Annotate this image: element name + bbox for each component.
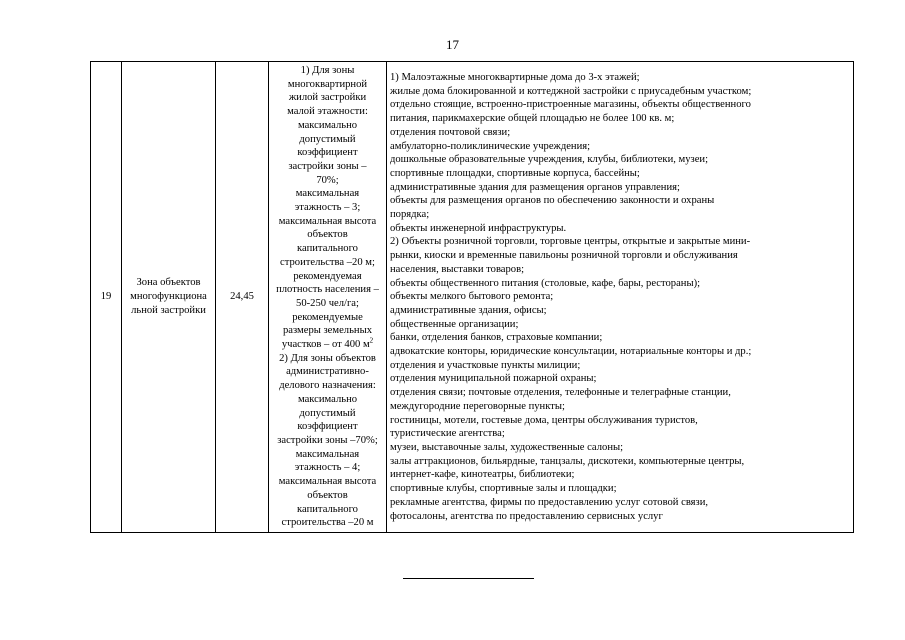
use-line: жилые дома блокированной и коттеджной застройки с приусадебным участком;: [390, 85, 752, 97]
use-line: населения, выставки товаров;: [390, 263, 525, 275]
parameter-line: объектов: [307, 489, 348, 501]
parameter-line: строительства –20 м;: [280, 256, 375, 268]
use-line: отделения муниципальной пожарной охраны;: [390, 373, 597, 385]
parameter-line: застройки зоны –: [288, 160, 367, 172]
parameter-line: объектов: [307, 229, 348, 241]
parameter-line-with-superscript: [271, 338, 384, 352]
parameter-line: плотность населения –: [276, 284, 379, 296]
page-number: 17: [446, 37, 459, 52]
parameter-line: 50-250 чел/га;: [296, 297, 359, 309]
use-line: спортивные площадки, спортивные корпуса, бассейны;: [390, 167, 640, 179]
use-line: 2) Объекты розничной торговли, торговые центры, открытые и закрытые мини-: [390, 236, 751, 248]
use-line: интернет-кафе, кинотеатры, библиотеки;: [390, 469, 575, 481]
parameter-line: коэффициент: [297, 421, 358, 433]
area-cell: [216, 62, 269, 533]
parameter-line: допустимый: [299, 133, 356, 145]
parameter-line: капитального: [297, 503, 358, 515]
zone-name-line: льной застройки: [131, 304, 206, 316]
parameter-line: допустимый: [299, 407, 356, 419]
use-line: отделения и участковые пункты милиции;: [390, 359, 581, 371]
parameter-line: этажность – 3;: [294, 202, 361, 214]
use-line: спортивные клубы, спортивные залы и площадки;: [390, 483, 617, 495]
use-line: общественные организации;: [390, 318, 519, 330]
use-line: музеи, выставочные залы, художественные салоны;: [390, 441, 624, 453]
use-line: отделения связи; почтовые отделения, телефонные и телеграфные станции,: [390, 387, 731, 399]
parameter-line: максимальная: [295, 188, 360, 200]
parameter-line: многоквартирной: [287, 78, 368, 90]
use-line: рекламные агентства, фирмы по предоставлению услуг сотовой связи,: [390, 496, 709, 508]
use-line: административные здания для размещения органов управления;: [390, 181, 680, 193]
parameter-line: коэффициент: [297, 147, 358, 159]
zone-name-line: Зона объектов: [136, 277, 201, 289]
parameter-line: строительства –20 м: [281, 517, 374, 529]
parameter-line: максимальная: [295, 448, 360, 460]
use-line: фотосалоны, агентства по предоставлению сервисных услуг: [390, 510, 663, 522]
footnote-divider: [403, 578, 534, 579]
parameter-line: административно-: [286, 366, 369, 378]
parameter-line: максимально: [297, 393, 358, 405]
parameter-line: застройки зоны –70%;: [277, 434, 378, 446]
use-line: отделения почтовой связи;: [390, 126, 511, 138]
use-line: гостиницы, мотели, гостевые дома, центры обслуживания туристов,: [390, 414, 698, 426]
table-row: [91, 62, 854, 533]
parameter-text: участков – от 400 м: [281, 339, 370, 351]
parameter-line: жилой застройки: [288, 92, 367, 104]
row-number-cell: [91, 62, 122, 533]
zone-area: 24,45: [230, 291, 254, 303]
parameter-line: 1) Для зоны: [300, 65, 355, 76]
use-line: объекты инженерной инфраструктуры.: [390, 222, 567, 234]
parameter-line: размеры земельных: [283, 325, 372, 337]
parameter-line: рекомендуемая: [293, 270, 362, 282]
use-line: дошкольные образовательные учреждения, клубы, библиотеки, музеи;: [390, 154, 709, 166]
parameter-line: максимальная высота: [278, 215, 377, 227]
use-line: залы аттракционов, бильярдные, танцзалы, дискотеки, компьютерные центры,: [390, 455, 745, 467]
use-line: порядка;: [390, 209, 430, 221]
use-line: междугородние переговорные пункты;: [390, 400, 565, 412]
use-line: административные здания, офисы;: [390, 304, 547, 316]
parameter-line: делового назначения:: [279, 380, 376, 392]
zone-name-cell: [122, 62, 216, 533]
parameter-line: 2) Для зоны объектов: [279, 352, 376, 364]
use-line: туристические агентства;: [390, 428, 505, 440]
use-line: объекты общественного питания (столовые, кафе, бары, рестораны);: [390, 277, 701, 289]
use-line: амбулаторно-поликлинические учреждения;: [390, 140, 591, 152]
zone-name-line: многофункциона: [130, 291, 207, 303]
use-line: адвокатские конторы, юридические консультации, нотариальные конторы и др.;: [390, 346, 752, 358]
parameter-line: максимальная высота: [278, 476, 377, 488]
parameter-line: этажность – 4;: [294, 462, 361, 474]
use-line: отдельно стоящие, встроенно-пристроенные магазины, объекты общественного: [390, 99, 751, 111]
parameter-line: рекомендуемые: [292, 311, 363, 323]
use-line: объекты мелкого бытового ремонта;: [390, 291, 554, 303]
parameter-line: капитального: [297, 243, 358, 255]
row-number: 19: [100, 291, 112, 303]
use-line: банки, отделения банков, страховые компании;: [390, 332, 603, 344]
parameter-line: малой этажности:: [287, 106, 368, 118]
use-line: питания, парикмахерские общей площадью не более 100 кв. м;: [390, 113, 675, 125]
parameter-line: максимально: [297, 119, 358, 131]
parameters-cell: [269, 62, 387, 533]
superscript: 2: [369, 336, 374, 345]
use-line: 1) Малоэтажные многоквартирные дома до 3-х этажей;: [390, 72, 640, 83]
parameter-line: 70%;: [316, 174, 339, 186]
use-line: рынки, киоски и временные павильоны розничной торговли и обслуживания: [390, 250, 738, 262]
zoning-table: [90, 61, 854, 533]
permitted-uses-cell: [387, 62, 854, 533]
use-line: объекты для размещения органов по обеспечению законности и охраны: [390, 195, 715, 207]
